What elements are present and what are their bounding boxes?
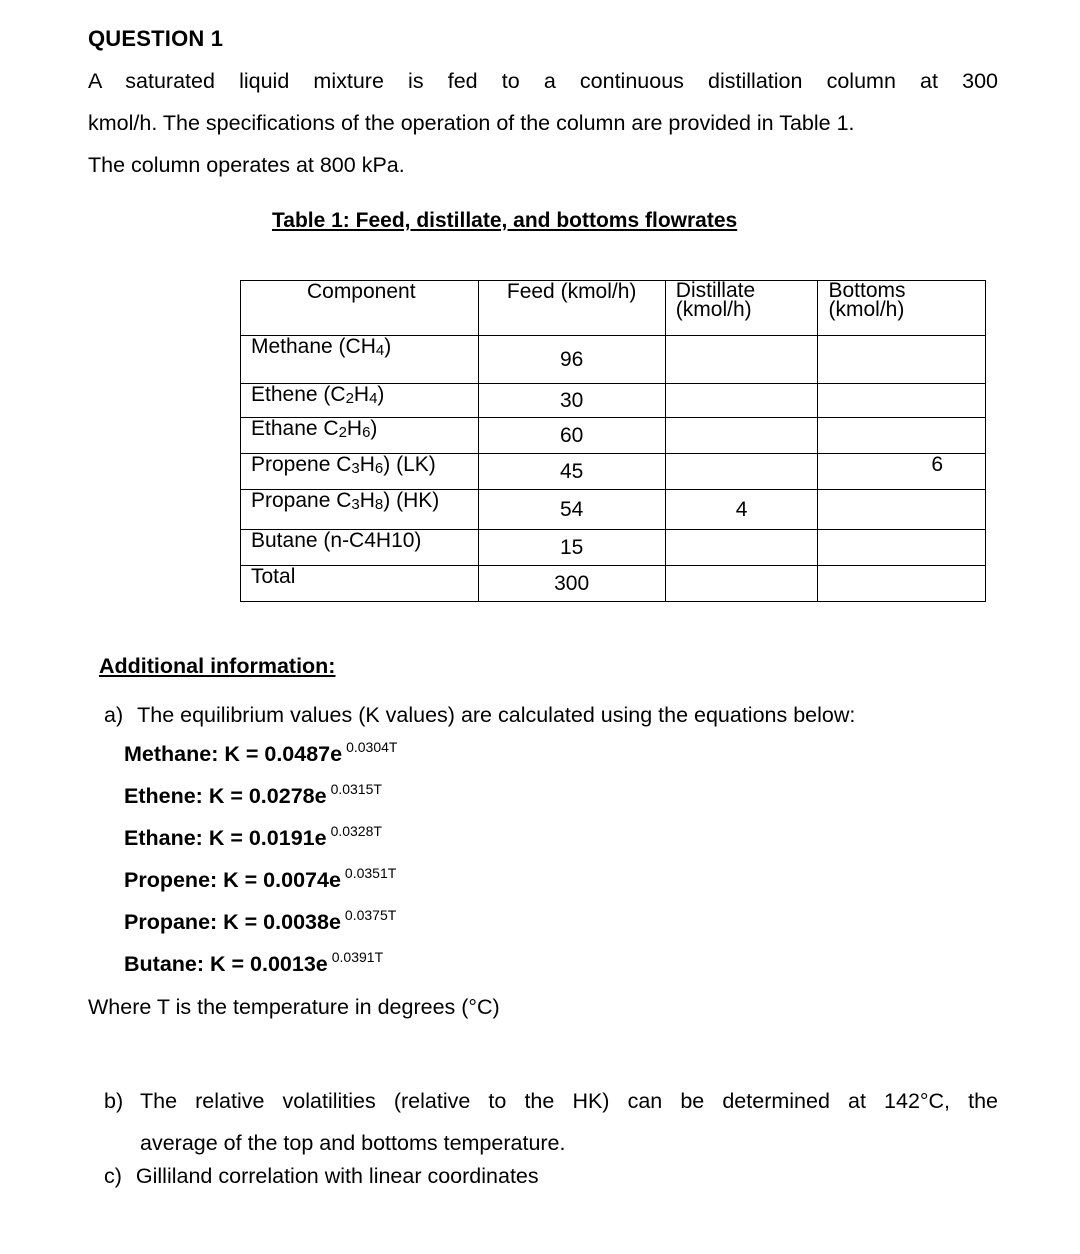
row-distillate-cell [665,454,818,490]
header-bottoms [818,281,986,336]
item-b-line-1: The relative volatilities (relative to the HK) can be determined at 142°C, the [140,1089,998,1113]
row-feed-cell: 300 [478,566,665,602]
row-component-cell: Propane $C_3H_8$) (HK) [241,490,479,530]
item-b-line-2: average of the top and bottoms temperature. [140,1131,566,1155]
row-bottoms-cell [818,384,986,418]
table-row [241,336,986,384]
equation-exponent: 0.0304T [346,739,398,755]
item-b [104,1080,998,1164]
table-row [241,490,986,530]
table-header-row [241,281,986,336]
k-value-equation [124,739,398,767]
equation-base: Butane: K = 0.0013e [124,952,328,976]
row-distillate-cell [665,418,818,454]
row-component-cell: Ethane $C_2H_6$) [241,418,479,454]
equation-base: Ethene: K = 0.0278e [124,784,327,808]
row-component-cell: Total [241,566,479,602]
header-distillate [665,281,818,336]
header-bottoms-line2: (kmol/h) [828,298,905,321]
equation-exponent: 0.0351T [344,865,397,881]
k-value-equation [124,865,397,893]
row-distillate-cell [665,336,818,384]
intro-line-2: kmol/h. The specifications of the operation of the column are provided in Table 1. [88,111,855,135]
table-row [241,418,986,454]
row-bottoms-cell [818,336,986,384]
intro-line-1: A saturated liquid mixture is fed to a continuous distillation column at 300 [88,69,998,93]
table-row [241,454,986,490]
item-b-label: b) [104,1089,124,1113]
equation-exponent: 0.0315T [330,781,382,797]
additional-info-title: Additional information: [99,654,336,678]
k-value-equation [124,907,397,935]
row-component-cell: Butane (n-C4H10) [241,530,479,566]
row-distillate-cell: 4 [665,490,818,530]
equation-base: Methane: K = 0.0487e [124,742,343,766]
item-c [104,1164,539,1189]
equation-exponent: 0.0328T [330,823,382,839]
item-a-label: a) [104,703,124,727]
row-component-cell: Methane $(CH_4)$ [241,336,479,384]
row-bottoms-cell [818,530,986,566]
intro-line-3: The column operates at 800 kPa. [88,153,405,177]
item-c-text: Gilliland correlation with linear coordinates [135,1164,539,1188]
item-a-text: The equilibrium values (K values) are calculated using the equations below: [137,703,856,727]
table-row [241,530,986,566]
equation-exponent: 0.0391T [331,949,384,965]
header-component: Component [241,281,479,336]
intro-paragraph [88,60,998,186]
row-component-cell: Propene $C_3H_6$) (LK) [241,454,479,490]
header-bottoms-line1: Bottoms [828,279,906,302]
row-bottoms-cell: 6 [818,454,986,490]
row-feed-cell: 45 [478,454,665,490]
row-component-cell: Ethene $(C_2H_4)$ [241,384,479,418]
row-distillate-cell [665,530,818,566]
table-title: Table 1: Feed, distillate, and bottoms flowrates [272,209,738,232]
header-distillate-line1: Distillate [675,279,756,302]
table-row [241,566,986,602]
equation-base: Propane: K = 0.0038e [124,910,341,934]
question-heading: QUESTION 1 [88,26,224,51]
row-feed-cell: 15 [478,530,665,566]
row-bottoms-cell [818,418,986,454]
item-a [104,703,855,728]
equation-exponent: 0.0375T [344,907,397,923]
k-value-equation [124,949,384,977]
flowrate-table [240,280,986,602]
row-feed-cell: 30 [478,384,665,418]
equation-base: Propene: K = 0.0074e [124,868,341,892]
where-note: Where T is the temperature in degrees (°C) [88,995,500,1019]
row-feed-cell: 60 [478,418,665,454]
row-feed-cell: 96 [478,336,665,384]
row-distillate-cell [665,384,818,418]
table-row [241,384,986,418]
table-body [241,336,986,602]
header-feed: Feed (kmol/h) [478,281,665,336]
k-value-equation [124,823,382,851]
k-value-equation [124,781,382,809]
item-c-label: c) [104,1164,122,1188]
row-bottoms-cell [818,490,986,530]
row-distillate-cell [665,566,818,602]
row-bottoms-cell [818,566,986,602]
row-feed-cell: 54 [478,490,665,530]
header-distillate-line2: (kmol/h) [675,298,752,321]
equation-base: Ethane: K = 0.0191e [124,826,327,850]
